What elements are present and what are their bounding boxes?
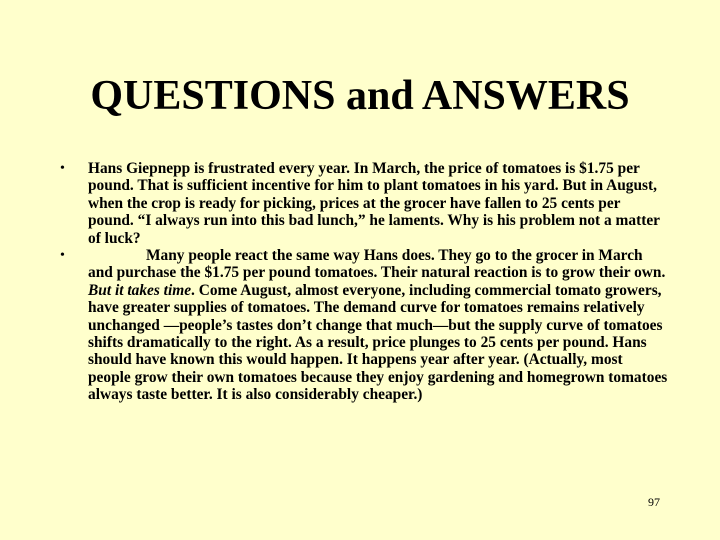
question-text: Hans Giepnepp is frustrated every year. In March, the price of tomatoes is $1.75 per pound. That is sufficient incentive for him to plant tomatoes in his yard. But in August, when the crop is ready for picking, prices at the grocer have fallen to 25 cents per pound. “I always run into this bad lunch,” he laments. Why is his problem not a matter of luck? xyxy=(88,160,660,247)
page-number: 97 xyxy=(648,495,660,509)
answer-emphasis: But it takes time xyxy=(88,281,192,299)
answer-text-part-1: Many people react the same way Hans does. They go to the grocer in March and purchase the $1.75 per pound tomatoes. Their natural reaction is to grow their own. xyxy=(88,247,666,282)
bullet-list xyxy=(58,160,668,404)
bullet-icon: • xyxy=(60,161,65,176)
answer-bullet xyxy=(58,247,668,404)
bullet-icon: • xyxy=(60,248,65,264)
answer-text-part-2: . Come August, almost everyone, including commercial tomato growers, have greater supplies of tomatoes. The demand curve for tomatoes remains relatively unchanged —people’s tastes don’t change that much—but the supply curve of tomatoes shifts dramatically to the right. As a result, price plunges to 25 cents per pound. Hans should have known this would happen. It happens year after year. (Actually, most people grow their own tomatoes because they enjoy gardening and homegrown tomatoes always taste better. It is also considerably cheaper.) xyxy=(88,281,668,404)
slide-title: QUESTIONS and ANSWERS xyxy=(90,73,630,119)
question-bullet xyxy=(58,160,668,247)
